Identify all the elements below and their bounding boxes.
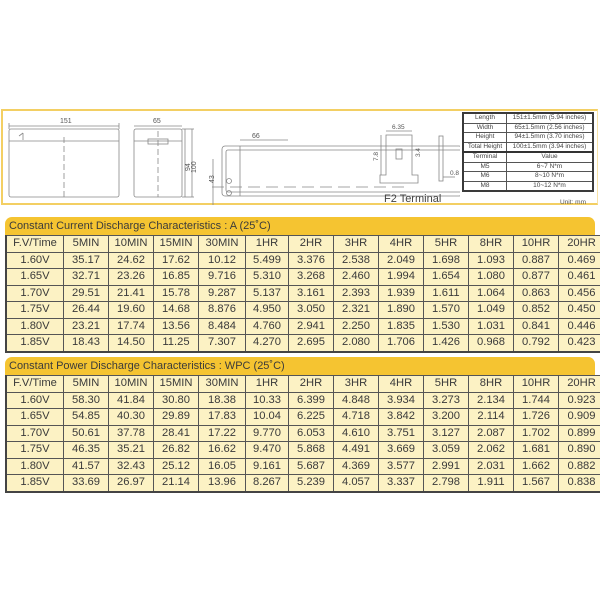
voltage-cell: 1.80V [6, 458, 64, 475]
value-cell: 3.577 [379, 458, 424, 475]
spec-label: Width [463, 123, 507, 133]
column-header: 15MIN [154, 376, 199, 393]
pitch-dimension-label: 66 [252, 133, 260, 140]
unit-note: Unit: mm [560, 199, 586, 206]
value-cell: 16.05 [199, 458, 246, 475]
value-cell: 0.456 [559, 285, 600, 302]
value-cell: 3.842 [379, 409, 424, 426]
value-cell: 28.41 [154, 425, 199, 442]
value-cell: 3.273 [424, 392, 469, 409]
terminal-hole-label: 3.4 [415, 147, 422, 157]
column-header: 30MIN [199, 236, 246, 253]
value-cell: 23.21 [64, 318, 109, 335]
value-cell: 8.876 [199, 302, 246, 319]
value-cell: 3.200 [424, 409, 469, 426]
value-cell: 5.239 [289, 475, 334, 492]
terminal-width-label: 6.35 [392, 124, 405, 131]
voltage-cell: 1.60V [6, 392, 64, 409]
height-dimension-label: 94 [185, 163, 192, 171]
value-cell: 17.74 [109, 318, 154, 335]
value-cell: 18.38 [199, 392, 246, 409]
value-cell: 4.950 [246, 302, 289, 319]
constant-power-section [5, 357, 595, 493]
terminal-height-label: 7.8 [373, 151, 380, 161]
table-row [6, 425, 600, 442]
torque-header-label: Terminal [463, 152, 507, 162]
column-header: F.V/Time [6, 236, 64, 253]
dimension-spec-table [462, 112, 594, 192]
value-cell: 4.369 [334, 458, 379, 475]
spec-value: 151±1.5mm (5.94 inches) [507, 113, 594, 123]
value-cell: 0.899 [559, 425, 600, 442]
value-cell: 0.423 [559, 335, 600, 352]
value-cell: 3.161 [289, 285, 334, 302]
value-cell: 4.057 [334, 475, 379, 492]
table-row [6, 475, 600, 492]
value-cell: 2.062 [469, 442, 514, 459]
value-cell: 1.681 [514, 442, 559, 459]
value-cell: 37.78 [109, 425, 154, 442]
torque-label: M8 [463, 181, 507, 191]
constant-current-section [5, 217, 595, 353]
column-header: 20HR [559, 236, 600, 253]
voltage-cell: 1.60V [6, 252, 64, 269]
column-header: 3HR [334, 236, 379, 253]
voltage-cell: 1.75V [6, 442, 64, 459]
voltage-cell: 1.65V [6, 269, 64, 286]
torque-header-row [463, 152, 593, 162]
value-cell: 0.841 [514, 318, 559, 335]
spec-value: 65±1.5mm (2.56 inches) [507, 123, 594, 133]
column-header: 2HR [289, 236, 334, 253]
value-cell: 9.770 [246, 425, 289, 442]
column-header: 5MIN [64, 376, 109, 393]
value-cell: 0.469 [559, 252, 600, 269]
value-cell: 24.62 [109, 252, 154, 269]
total-height-dimension-label: 100 [191, 161, 198, 173]
value-cell: 4.760 [246, 318, 289, 335]
voltage-cell: 1.70V [6, 425, 64, 442]
value-cell: 3.751 [379, 425, 424, 442]
value-cell: 1.706 [379, 335, 424, 352]
value-cell: 54.85 [64, 409, 109, 426]
value-cell: 3.268 [289, 269, 334, 286]
value-cell: 15.78 [154, 285, 199, 302]
value-cell: 4.270 [246, 335, 289, 352]
column-header: 10MIN [109, 236, 154, 253]
column-header: 5HR [424, 376, 469, 393]
value-cell: 29.89 [154, 409, 199, 426]
value-cell: 58.30 [64, 392, 109, 409]
value-cell: 46.35 [64, 442, 109, 459]
value-cell: 4.848 [334, 392, 379, 409]
value-cell: 1.698 [424, 252, 469, 269]
table-header-row [6, 376, 600, 393]
value-cell: 1.031 [469, 318, 514, 335]
value-cell: 1.654 [424, 269, 469, 286]
value-cell: 40.30 [109, 409, 154, 426]
spec-label: Height [463, 133, 507, 143]
torque-label: M5 [463, 162, 507, 172]
value-cell: 13.56 [154, 318, 199, 335]
value-cell: 3.669 [379, 442, 424, 459]
value-cell: 14.50 [109, 335, 154, 352]
value-cell: 13.96 [199, 475, 246, 492]
value-cell: 10.04 [246, 409, 289, 426]
value-cell: 50.61 [64, 425, 109, 442]
value-cell: 1.939 [379, 285, 424, 302]
value-cell: 9.161 [246, 458, 289, 475]
column-header: 10HR [514, 376, 559, 393]
column-header: 2HR [289, 376, 334, 393]
value-cell: 3.059 [424, 442, 469, 459]
value-cell: 17.83 [199, 409, 246, 426]
value-cell: 2.321 [334, 302, 379, 319]
value-cell: 1.567 [514, 475, 559, 492]
value-cell: 2.049 [379, 252, 424, 269]
constant-current-table [5, 235, 600, 353]
value-cell: 32.71 [64, 269, 109, 286]
value-cell: 6.053 [289, 425, 334, 442]
value-cell: 1.726 [514, 409, 559, 426]
value-cell: 1.911 [469, 475, 514, 492]
value-cell: 6.399 [289, 392, 334, 409]
torque-value: 6~7 N*m [507, 162, 594, 172]
value-cell: 19.60 [109, 302, 154, 319]
value-cell: 9.287 [199, 285, 246, 302]
value-cell: 1.530 [424, 318, 469, 335]
table-row [6, 335, 600, 352]
value-cell: 16.62 [199, 442, 246, 459]
column-header: 10HR [514, 236, 559, 253]
value-cell: 5.687 [289, 458, 334, 475]
voltage-cell: 1.75V [6, 302, 64, 319]
column-header: 10MIN [109, 376, 154, 393]
voltage-cell: 1.80V [6, 318, 64, 335]
spec-row-total-height [463, 142, 593, 152]
spec-value: 94±1.5mm (3.70 inches) [507, 133, 594, 143]
value-cell: 2.393 [334, 285, 379, 302]
value-cell: 29.51 [64, 285, 109, 302]
voltage-cell: 1.65V [6, 409, 64, 426]
table-row [6, 458, 600, 475]
value-cell: 41.57 [64, 458, 109, 475]
column-header: 8HR [469, 236, 514, 253]
column-header: 5HR [424, 236, 469, 253]
value-cell: 14.68 [154, 302, 199, 319]
table-header-row [6, 236, 600, 253]
battery-dimension-drawings [0, 109, 460, 205]
value-cell: 2.695 [289, 335, 334, 352]
value-cell: 23.26 [109, 269, 154, 286]
value-cell: 6.225 [289, 409, 334, 426]
value-cell: 35.17 [64, 252, 109, 269]
voltage-cell: 1.85V [6, 335, 64, 352]
value-cell: 2.114 [469, 409, 514, 426]
torque-value: 10~12 N*m [507, 181, 594, 191]
value-cell: 1.426 [424, 335, 469, 352]
value-cell: 2.134 [469, 392, 514, 409]
value-cell: 9.716 [199, 269, 246, 286]
spec-row-length [463, 113, 593, 123]
value-cell: 1.611 [424, 285, 469, 302]
table-row [6, 269, 600, 286]
terminal-thickness-label: 0.8 [450, 170, 460, 177]
value-cell: 0.923 [559, 392, 600, 409]
torque-header-value: Value [507, 152, 594, 162]
column-header: 30MIN [199, 376, 246, 393]
value-cell: 2.087 [469, 425, 514, 442]
value-cell: 4.491 [334, 442, 379, 459]
spec-value: 100±1.5mm (3.94 inches) [507, 142, 594, 152]
table-row [6, 318, 600, 335]
spec-row-height [463, 133, 593, 143]
value-cell: 0.446 [559, 318, 600, 335]
value-cell: 26.97 [109, 475, 154, 492]
column-header: 4HR [379, 236, 424, 253]
table-row [6, 302, 600, 319]
torque-row-m8 [463, 181, 593, 191]
value-cell: 1.662 [514, 458, 559, 475]
value-cell: 21.14 [154, 475, 199, 492]
column-header: 8HR [469, 376, 514, 393]
value-cell: 4.718 [334, 409, 379, 426]
value-cell: 26.82 [154, 442, 199, 459]
torque-row-m6 [463, 172, 593, 182]
value-cell: 1.890 [379, 302, 424, 319]
value-cell: 2.031 [469, 458, 514, 475]
value-cell: 21.41 [109, 285, 154, 302]
value-cell: 10.12 [199, 252, 246, 269]
torque-value: 8~10 N*m [507, 172, 594, 182]
value-cell: 2.941 [289, 318, 334, 335]
column-header: 1HR [246, 236, 289, 253]
value-cell: 2.538 [334, 252, 379, 269]
value-cell: 25.12 [154, 458, 199, 475]
spec-label: Total Height [463, 142, 507, 152]
value-cell: 35.21 [109, 442, 154, 459]
table-row [6, 252, 600, 269]
value-cell: 8.484 [199, 318, 246, 335]
value-cell: 1.080 [469, 269, 514, 286]
value-cell: 32.43 [109, 458, 154, 475]
value-cell: 1.093 [469, 252, 514, 269]
value-cell: 16.85 [154, 269, 199, 286]
value-cell: 5.499 [246, 252, 289, 269]
value-cell: 3.337 [379, 475, 424, 492]
value-cell: 3.127 [424, 425, 469, 442]
value-cell: 2.991 [424, 458, 469, 475]
value-cell: 0.882 [559, 458, 600, 475]
table-row [6, 285, 600, 302]
constant-power-table [5, 375, 600, 493]
column-header: 15MIN [154, 236, 199, 253]
value-cell: 1.994 [379, 269, 424, 286]
length-dimension-label: 151 [60, 118, 72, 125]
value-cell: 26.44 [64, 302, 109, 319]
value-cell: 17.62 [154, 252, 199, 269]
value-cell: 0.909 [559, 409, 600, 426]
f2-terminal-caption: F2 Terminal [384, 193, 442, 205]
value-cell: 5.868 [289, 442, 334, 459]
value-cell: 17.22 [199, 425, 246, 442]
value-cell: 18.43 [64, 335, 109, 352]
table-row [6, 392, 600, 409]
terminal-span-label: 43 [209, 175, 216, 183]
value-cell: 33.69 [64, 475, 109, 492]
value-cell: 1.570 [424, 302, 469, 319]
value-cell: 1.744 [514, 392, 559, 409]
value-cell: 2.460 [334, 269, 379, 286]
constant-current-title: Constant Current Discharge Characteristics : A (25˚C) [5, 217, 595, 235]
value-cell: 2.080 [334, 335, 379, 352]
value-cell: 3.376 [289, 252, 334, 269]
spec-label: Length [463, 113, 507, 123]
torque-row-m5 [463, 162, 593, 172]
value-cell: 0.450 [559, 302, 600, 319]
value-cell: 7.307 [199, 335, 246, 352]
value-cell: 0.887 [514, 252, 559, 269]
value-cell: 3.050 [289, 302, 334, 319]
column-header: 20HR [559, 376, 600, 393]
table-row [6, 442, 600, 459]
voltage-cell: 1.85V [6, 475, 64, 492]
top-view-outline [222, 146, 460, 196]
spec-row-width [463, 123, 593, 133]
value-cell: 0.838 [559, 475, 600, 492]
value-cell: 8.267 [246, 475, 289, 492]
value-cell: 11.25 [154, 335, 199, 352]
constant-power-title: Constant Power Discharge Characteristics : WPC (25˚C) [5, 357, 595, 375]
value-cell: 2.798 [424, 475, 469, 492]
value-cell: 41.84 [109, 392, 154, 409]
column-header: 4HR [379, 376, 424, 393]
value-cell: 1.049 [469, 302, 514, 319]
value-cell: 9.470 [246, 442, 289, 459]
value-cell: 5.137 [246, 285, 289, 302]
value-cell: 0.890 [559, 442, 600, 459]
column-header: 1HR [246, 376, 289, 393]
value-cell: 1.702 [514, 425, 559, 442]
value-cell: 1.835 [379, 318, 424, 335]
value-cell: 0.461 [559, 269, 600, 286]
column-header: F.V/Time [6, 376, 64, 393]
value-cell: 0.968 [469, 335, 514, 352]
value-cell: 4.610 [334, 425, 379, 442]
table-row [6, 409, 600, 426]
width-dimension-label: 65 [153, 118, 161, 125]
voltage-cell: 1.70V [6, 285, 64, 302]
value-cell: 0.877 [514, 269, 559, 286]
torque-label: M6 [463, 172, 507, 182]
column-header: 5MIN [64, 236, 109, 253]
value-cell: 0.852 [514, 302, 559, 319]
value-cell: 2.250 [334, 318, 379, 335]
value-cell: 0.792 [514, 335, 559, 352]
value-cell: 1.064 [469, 285, 514, 302]
value-cell: 30.80 [154, 392, 199, 409]
value-cell: 5.310 [246, 269, 289, 286]
value-cell: 10.33 [246, 392, 289, 409]
value-cell: 0.863 [514, 285, 559, 302]
column-header: 3HR [334, 376, 379, 393]
value-cell: 3.934 [379, 392, 424, 409]
